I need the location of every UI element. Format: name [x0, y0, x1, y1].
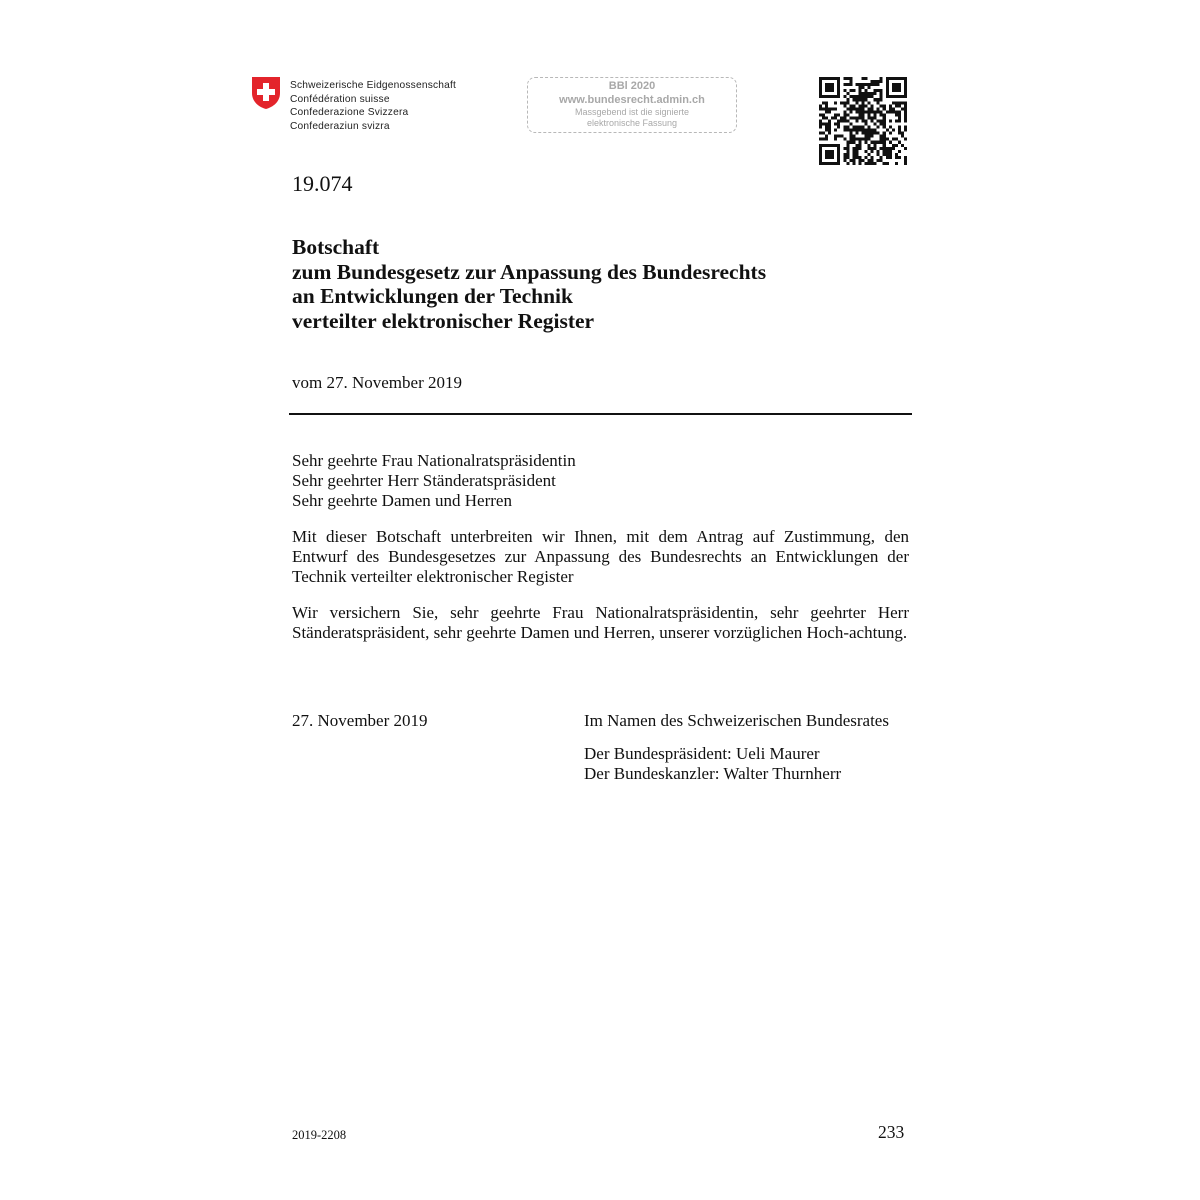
confederation-name-de: Schweizerische Eidgenossenschaft [290, 80, 457, 91]
title-line: zum Bundesgesetz zur Anpassung des Bundesrechts [292, 259, 767, 284]
page-number: 233 [878, 1122, 905, 1142]
footer-reference: 2019-2208 [292, 1128, 347, 1142]
signature-president: Der Bundespräsident: Ueli Maurer [584, 744, 820, 763]
confederation-name-rm: Confederaziun svizra [290, 120, 390, 132]
title-line: Botschaft [292, 235, 380, 259]
confederation-names [290, 79, 456, 133]
confederation-name-fr: Confédération suisse [290, 93, 390, 105]
confederation-name-it: Confederazione Svizzera [290, 107, 409, 118]
document-date: vom 27. November 2019 [292, 373, 462, 392]
signature-on-behalf: Im Namen des Schweizerischen Bundesrates [584, 711, 889, 730]
stamp-note-1: Massgebend ist die signierte [574, 107, 690, 117]
qr-code-icon [819, 77, 907, 165]
signature-chancellor: Der Bundeskanzler: Walter Thurnherr [584, 764, 842, 783]
salutation-line: Sehr geehrter Herr Ständeratspräsident [292, 471, 556, 490]
title-line: verteilter elektronischer Register [292, 308, 595, 333]
divider [289, 413, 912, 415]
salutation-line: Sehr geehrte Frau Nationalratspräsidentin [292, 451, 576, 470]
document-number: 19.074 [292, 171, 353, 196]
stamp-note-2: elektronische Fassung [586, 118, 678, 128]
salutation-line: Sehr geehrte Damen und Herren [292, 491, 512, 510]
body-paragraph-proposal: Mit dieser Botschaft unterbreiten wir Ihnen, mit dem Antrag auf Zustimmung, den Entwurf des Bundesgesetzes zur Anpassung des Bundesrechts an Entwicklungen der Technik verteilter elektronischer Register [292, 527, 909, 586]
body-paragraph-closing: Wir versichern Sie, sehr geehrte Frau Nationalratspräsidentin, sehr geehrter Herr Ständeratspräsident, sehr geehrte Damen und Herren, unserer vorzüglichen Hoch-achtung. [292, 603, 909, 642]
signature-date: 27. November 2019 [292, 711, 428, 730]
title-line: an Entwicklungen der Technik [292, 284, 573, 308]
stamp-gazette: BBl 2020 [608, 80, 656, 92]
signature-block [584, 711, 889, 784]
document-title [292, 235, 766, 333]
swiss-cross-icon [251, 76, 281, 110]
stamp-url[interactable]: www.bundesrecht.admin.ch [559, 94, 705, 106]
publication-stamp [527, 77, 737, 133]
salutation [292, 451, 576, 511]
